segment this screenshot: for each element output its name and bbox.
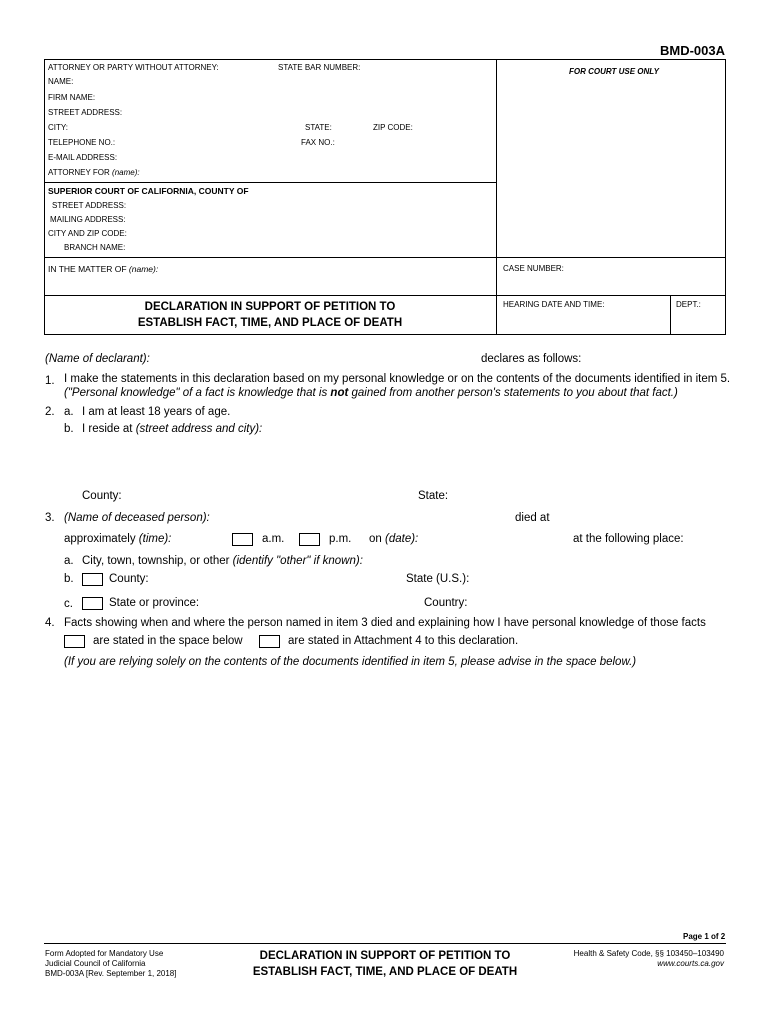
died-at-label: died at [515, 512, 550, 524]
matter-of-label: IN THE MATTER OF (name): [48, 264, 159, 274]
email-label: E-MAIL ADDRESS: [48, 153, 118, 162]
court-branch-label: BRANCH NAME: [64, 243, 126, 252]
caption-box [44, 59, 726, 335]
item-4-note: (If you are relying solely on the contents of the documents identified in item 5, please advise in the space below.) [64, 656, 637, 668]
title-divider [44, 295, 726, 296]
matter-divider [44, 257, 726, 258]
courts-website-link[interactable]: www.courts.ca.gov [657, 959, 724, 968]
state-bar-label: STATE BAR NUMBER: [278, 63, 361, 72]
caption-divider [496, 59, 497, 335]
firm-name-label: FIRM NAME: [48, 93, 96, 102]
item-2-county-label: County: [82, 490, 122, 502]
case-number-label: CASE NUMBER: [503, 264, 564, 273]
item-3b-letter: b. [64, 573, 74, 585]
attorney-for-label: ATTORNEY FOR (name): [48, 168, 140, 177]
approximately-label: approximately (time): [64, 533, 172, 545]
court-street-label: STREET ADDRESS: [52, 201, 127, 210]
pm-label: p.m. [329, 533, 352, 545]
item-3b-state-label: State (U.S.): [406, 573, 470, 585]
footer-right: Health & Safety Code, §§ 103450–103490 www.courts.ca.gov [573, 949, 724, 968]
item-1-note: ("Personal knowledge" of a fact is knowledge that is not gained from another person's statements to you about that fact.) [64, 387, 678, 399]
item-3c-country-label: Country: [424, 597, 468, 609]
hearing-label: HEARING DATE AND TIME: [503, 300, 605, 309]
item-3c-state-province-label: State or province: [109, 597, 200, 609]
item-3-number: 3. [45, 512, 55, 524]
court-mailing-label: MAILING ADDRESS: [50, 215, 126, 224]
item-4-number: 4. [45, 617, 55, 629]
attorney-party-label: ATTORNEY OR PARTY WITHOUT ATTORNEY: [48, 63, 219, 72]
item-2-number: 2. [45, 406, 55, 418]
state-province-checkbox[interactable] [82, 597, 103, 610]
fax-label: FAX NO.: [301, 138, 335, 147]
street-address-label: STREET ADDRESS: [48, 108, 123, 117]
dept-divider [670, 295, 671, 335]
court-title: SUPERIOR COURT OF CALIFORNIA, COUNTY OF [48, 186, 249, 196]
am-label: a.m. [262, 533, 285, 545]
item-3a-letter: a. [64, 555, 74, 567]
item-2a-text: I am at least 18 years of age. [82, 406, 231, 418]
court-city-zip-label: CITY AND ZIP CODE: [48, 229, 127, 238]
dept-label: DEPT.: [676, 300, 701, 309]
court-use-only: FOR COURT USE ONLY [569, 67, 659, 76]
item-2a-letter: a. [64, 406, 74, 418]
item-2-state-label: State: [418, 490, 449, 502]
attachment-4-label: are stated in Attachment 4 to this declaration. [288, 635, 519, 647]
telephone-label: TELEPHONE NO.: [48, 138, 116, 147]
item-4-text: Facts showing when and where the person named in item 3 died and explaining how I have personal knowledge of those facts [64, 617, 706, 629]
attachment-4-checkbox[interactable] [259, 635, 280, 648]
pm-checkbox[interactable] [299, 533, 320, 546]
footer-title: DECLARATION IN SUPPORT OF PETITION TO ESTABLISH FACT, TIME, AND PLACE OF DEATH [252, 950, 518, 978]
item-3c-letter: c. [64, 598, 73, 610]
court-divider [44, 182, 496, 183]
item-3a-text: City, town, township, or other (identify "other" if known): [82, 555, 363, 567]
declarant-name-label: (Name of declarant): [45, 353, 150, 365]
county-checkbox[interactable] [82, 573, 103, 586]
state-label: STATE: [305, 123, 332, 132]
form-id: BMD-003A [660, 43, 726, 58]
stated-below-label: are stated in the space below [93, 635, 243, 647]
city-label: CITY: [48, 123, 69, 132]
date-label: on (date): [369, 533, 419, 545]
item-2b-text: I reside at (street address and city): [82, 423, 263, 435]
stated-below-checkbox[interactable] [64, 635, 85, 648]
item-1-number: 1. [45, 375, 55, 387]
document-title: DECLARATION IN SUPPORT OF PETITION TO ESTABLISH FACT, TIME, AND PLACE OF DEATH [137, 301, 403, 329]
footer-rule [44, 943, 726, 944]
footer-left: Form Adopted for Mandatory Use Judicial Council of California BMD-003A [Rev. September 1, 2018] [45, 949, 177, 978]
following-place-label: at the following place: [573, 533, 684, 545]
name-label: NAME: [48, 77, 74, 86]
item-1-text: I make the statements in this declaration based on my personal knowledge or on the contents of the documents identified in item 5. [64, 373, 731, 385]
item-3b-county-label: County: [109, 573, 149, 585]
declares-label: declares as follows: [481, 353, 582, 365]
zip-label: ZIP CODE: [373, 123, 413, 132]
am-checkbox[interactable] [232, 533, 253, 546]
page-number: Page 1 of 2 [683, 932, 726, 941]
item-3-text: (Name of deceased person): [64, 512, 210, 524]
item-2b-letter: b. [64, 423, 74, 435]
